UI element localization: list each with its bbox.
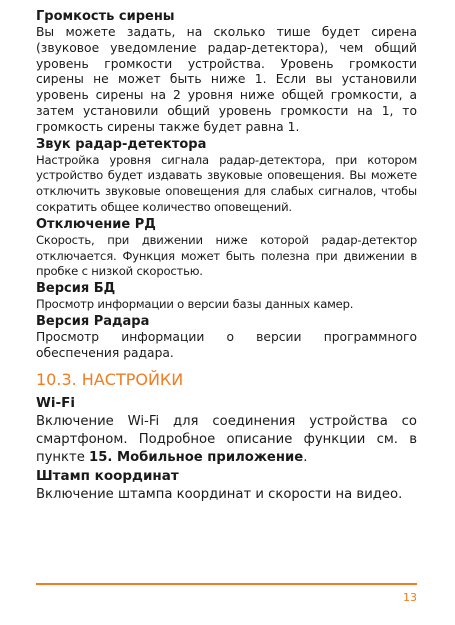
- heading-siren-volume: Громкость сирены: [36, 9, 175, 24]
- heading-wifi: Wi-Fi: [36, 394, 75, 411]
- wifi-text-after: .: [303, 449, 308, 465]
- section-title-settings: 10.3. НАСТРОЙКИ: [36, 369, 184, 389]
- paragraph-coordinate-stamp: Включение штампа координат и скорости на видео.: [36, 486, 403, 502]
- paragraph-radar-version: Просмотр информации о версии программного обеспечения радара.: [36, 329, 417, 360]
- footer-rule: [36, 583, 417, 585]
- heading-rd-off: Отключение РД: [36, 216, 156, 232]
- paragraph-radar-sound: Настройка уровня сигнала радар-детектора, при котором устройство будет издавать звуковые оповещения. Вы можете отключить звуковые оповещения для слабых сигналов, чтобы сократить общее количество оповещений.: [36, 152, 417, 214]
- page-content: [36, 8, 417, 504]
- page-number: 13: [403, 591, 417, 604]
- paragraph-siren-volume: Вы можете задать, на сколько тише будет сирена (звуковое уведомление радар-детектора), чем общий уровень громкости устройства. Уровень громкости сирены не может быть ниже 1. Если вы установили уровень сирены на 2 уровня ниже общей громкости, а затем установили общий уровень громкости на 1, то громкость сирены также будет равна 1.: [36, 25, 417, 134]
- heading-radar-version: Версия Радара: [36, 313, 150, 329]
- heading-radar-sound: Звук радар-детектора: [36, 136, 207, 152]
- paragraph-rd-off: Скорость, при движении ниже которой радар-детектор отключается. Функция может быть полезна при движении в пробке с низкой скоростью.: [36, 232, 417, 279]
- paragraph-db-version: Просмотр информации о версии базы данных камер.: [36, 297, 354, 312]
- heading-coordinate-stamp: Штамп координат: [36, 467, 179, 484]
- wifi-reference: 15. Мобильное приложение: [89, 449, 304, 465]
- paragraph-wifi: [36, 413, 417, 467]
- heading-db-version: Версия БД: [36, 281, 116, 297]
- wifi-text-before: Включение Wi-Fi для соединения устройства со смартфоном. Подробное описание функции см. в пункте: [36, 413, 417, 465]
